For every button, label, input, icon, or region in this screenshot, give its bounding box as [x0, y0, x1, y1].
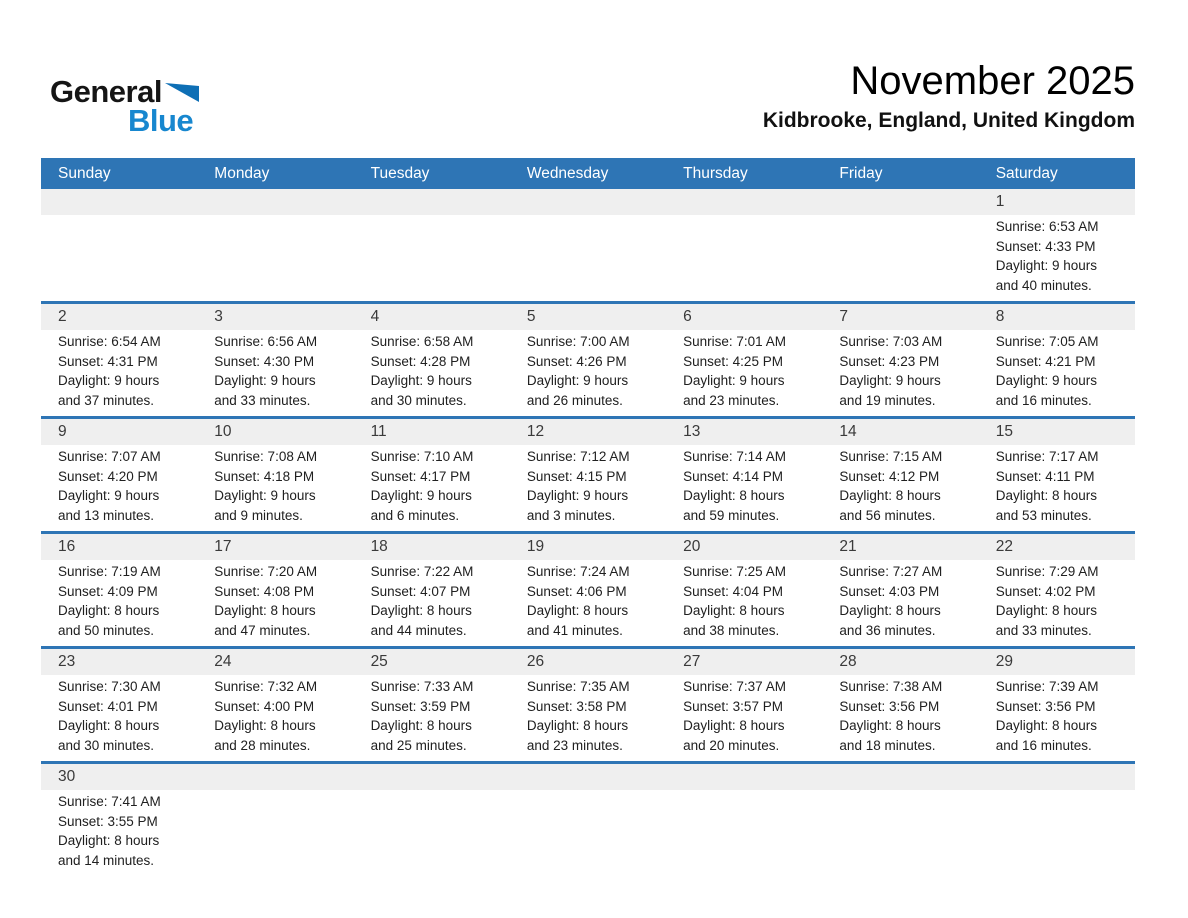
sunrise-text: Sunrise: 7:14 AM — [683, 449, 786, 464]
calendar-day-cell — [41, 790, 197, 876]
daylight-minutes-text: and 56 minutes. — [839, 507, 936, 523]
day-number: 12 — [526, 423, 545, 440]
day-number-band — [41, 304, 1135, 330]
calendar-day-cell — [197, 675, 353, 761]
calendar-day-cell-empty — [666, 215, 822, 223]
calendar-day-cell — [666, 445, 822, 531]
sunrise-text: Sunrise: 6:54 AM — [58, 334, 161, 349]
calendar-day-cell-empty — [666, 790, 822, 798]
day-number: 9 — [58, 423, 67, 440]
sunrise-text: Sunrise: 7:08 AM — [214, 449, 318, 464]
week-row — [41, 189, 1135, 301]
daylight-hours-text: Daylight: 8 hours — [995, 603, 1098, 618]
daylight-minutes-text: and 38 minutes. — [683, 622, 780, 638]
sunrise-text: Sunrise: 7:38 AM — [839, 679, 943, 694]
day-number: 4 — [370, 308, 380, 325]
sunset-text: Sunset: 4:31 PM — [58, 353, 158, 369]
day-number: 28 — [839, 653, 857, 670]
sunrise-text: Sunrise: 6:58 AM — [370, 334, 474, 349]
calendar-day-cell — [666, 560, 822, 646]
weekday-label-saturday: Saturday — [995, 164, 1058, 182]
day-details-band — [41, 560, 1135, 646]
daylight-hours-text: Daylight: 8 hours — [526, 603, 629, 618]
daylight-hours-text: Daylight: 8 hours — [370, 718, 472, 733]
daylight-minutes-text: and 36 minutes. — [839, 622, 936, 638]
sunset-text: Sunset: 4:03 PM — [839, 583, 940, 599]
day-number-band — [41, 649, 1135, 675]
day-number: 24 — [214, 653, 232, 670]
day-number: 3 — [214, 308, 223, 325]
day-number: 6 — [683, 308, 692, 325]
logo-triangle-icon — [165, 82, 199, 102]
calendar-day-cell — [41, 560, 197, 646]
daylight-minutes-text: and 37 minutes. — [58, 392, 155, 408]
daylight-minutes-text: and 41 minutes. — [526, 622, 623, 638]
daylight-minutes-text: and 20 minutes. — [683, 737, 780, 753]
title-block — [763, 58, 1135, 136]
day-number-band — [41, 419, 1135, 445]
sunrise-text: Sunrise: 7:39 AM — [995, 679, 1099, 694]
daylight-minutes-text: and 6 minutes. — [370, 507, 460, 523]
daylight-minutes-text: and 14 minutes. — [58, 852, 155, 868]
calendar-day-cell — [822, 560, 978, 646]
sunrise-text: Sunrise: 7:30 AM — [58, 679, 161, 694]
daylight-minutes-text: and 30 minutes. — [58, 737, 155, 753]
day-number: 13 — [683, 423, 701, 440]
daylight-minutes-text: and 59 minutes. — [683, 507, 780, 523]
calendar-day-cell-empty — [41, 215, 197, 223]
day-number: 1 — [995, 193, 1005, 210]
day-details-band — [41, 445, 1135, 531]
daylight-minutes-text: and 53 minutes. — [995, 507, 1092, 523]
calendar-day-cell-empty — [354, 215, 510, 223]
calendar-day-cell — [41, 675, 197, 761]
calendar-day-cell-empty — [510, 790, 666, 798]
calendar-day-cell — [979, 675, 1135, 761]
daylight-hours-text: Daylight: 8 hours — [58, 833, 160, 848]
sunset-text: Sunset: 4:18 PM — [214, 468, 315, 484]
sunrise-text: Sunrise: 7:29 AM — [995, 564, 1099, 579]
daylight-minutes-text: and 23 minutes. — [683, 392, 780, 408]
sunset-text: Sunset: 4:04 PM — [683, 583, 783, 599]
daylight-minutes-text: and 23 minutes. — [526, 737, 623, 753]
daylight-hours-text: Daylight: 9 hours — [370, 373, 472, 388]
sunset-text: Sunset: 3:56 PM — [839, 698, 940, 714]
week-row — [41, 531, 1135, 646]
daylight-minutes-text: and 47 minutes. — [214, 622, 311, 638]
day-details-band — [41, 330, 1135, 416]
sunset-text: Sunset: 4:06 PM — [526, 583, 627, 599]
sunset-text: Sunset: 3:56 PM — [995, 698, 1096, 714]
daylight-minutes-text: and 19 minutes. — [839, 392, 936, 408]
sunset-text: Sunset: 4:26 PM — [526, 353, 627, 369]
daylight-minutes-text: and 33 minutes. — [995, 622, 1092, 638]
sunrise-text: Sunrise: 7:32 AM — [214, 679, 318, 694]
calendar-body — [41, 189, 1135, 876]
day-number: 14 — [839, 423, 857, 440]
calendar-day-cell — [666, 675, 822, 761]
day-number: 19 — [526, 538, 545, 555]
daylight-minutes-text: and 3 minutes. — [526, 507, 616, 523]
daylight-hours-text: Daylight: 9 hours — [995, 258, 1098, 273]
daylight-hours-text: Daylight: 8 hours — [995, 488, 1098, 503]
week-row — [41, 416, 1135, 531]
calendar-day-cell-empty — [822, 790, 978, 798]
sunrise-text: Sunrise: 7:00 AM — [526, 334, 630, 349]
sunrise-text: Sunrise: 7:24 AM — [526, 564, 630, 579]
page-header — [41, 0, 1135, 158]
weekday-label-friday: Friday — [839, 164, 883, 182]
daylight-hours-text: Daylight: 8 hours — [839, 603, 941, 618]
sunset-text: Sunset: 4:23 PM — [839, 353, 940, 369]
day-number: 17 — [214, 538, 232, 555]
daylight-hours-text: Daylight: 9 hours — [214, 373, 316, 388]
day-number: 23 — [58, 653, 76, 670]
weekday-header-row — [41, 158, 1135, 189]
day-number: 21 — [839, 538, 857, 555]
sunrise-text: Sunrise: 7:05 AM — [995, 334, 1099, 349]
day-number: 15 — [995, 423, 1013, 440]
general-blue-logo — [50, 74, 199, 138]
sunrise-text: Sunrise: 7:03 AM — [839, 334, 943, 349]
calendar-day-cell — [979, 560, 1135, 646]
daylight-hours-text: Daylight: 9 hours — [58, 488, 160, 503]
sunset-text: Sunset: 4:07 PM — [370, 583, 471, 599]
sunrise-text: Sunrise: 7:25 AM — [683, 564, 786, 579]
sunset-text: Sunset: 3:59 PM — [370, 698, 471, 714]
weekday-label-tuesday: Tuesday — [370, 164, 430, 182]
day-number-band — [41, 764, 1135, 790]
calendar-day-cell — [979, 330, 1135, 416]
daylight-hours-text: Daylight: 8 hours — [995, 718, 1098, 733]
month-title: November 2025 — [850, 59, 1135, 103]
calendar-day-cell — [197, 560, 353, 646]
calendar-day-cell — [510, 445, 666, 531]
calendar-day-cell-empty — [197, 790, 353, 798]
sunset-text: Sunset: 3:55 PM — [58, 813, 158, 829]
calendar-day-cell-empty — [822, 215, 978, 223]
day-number: 27 — [683, 653, 701, 670]
daylight-hours-text: Daylight: 8 hours — [683, 488, 785, 503]
sunrise-text: Sunrise: 7:35 AM — [526, 679, 630, 694]
daylight-hours-text: Daylight: 8 hours — [683, 718, 785, 733]
calendar-day-cell — [354, 330, 510, 416]
sunrise-text: Sunrise: 7:07 AM — [58, 449, 161, 464]
day-number: 5 — [526, 308, 536, 325]
logo-text-blue: Blue — [128, 103, 194, 138]
day-number: 11 — [370, 423, 387, 440]
daylight-hours-text: Daylight: 9 hours — [995, 373, 1098, 388]
daylight-hours-text: Daylight: 8 hours — [214, 718, 316, 733]
daylight-minutes-text: and 30 minutes. — [370, 392, 467, 408]
sunrise-text: Sunrise: 7:01 AM — [683, 334, 786, 349]
sunrise-text: Sunrise: 7:19 AM — [58, 564, 161, 579]
calendar-day-cell — [510, 560, 666, 646]
day-number: 10 — [214, 423, 232, 440]
daylight-minutes-text: and 33 minutes. — [214, 392, 311, 408]
sunrise-text: Sunrise: 7:15 AM — [839, 449, 943, 464]
day-number: 22 — [995, 538, 1013, 555]
sunrise-text: Sunrise: 6:53 AM — [995, 219, 1099, 234]
day-number: 7 — [839, 308, 849, 325]
day-number-band — [41, 189, 1135, 215]
calendar-day-cell — [822, 445, 978, 531]
week-row — [41, 301, 1135, 416]
sunset-text: Sunset: 4:01 PM — [58, 698, 158, 714]
daylight-hours-text: Daylight: 9 hours — [526, 488, 629, 503]
calendar-table — [41, 158, 1135, 876]
daylight-minutes-text: and 26 minutes. — [526, 392, 623, 408]
calendar-day-cell — [979, 445, 1135, 531]
daylight-minutes-text: and 44 minutes. — [370, 622, 467, 638]
daylight-hours-text: Daylight: 8 hours — [370, 603, 472, 618]
daylight-hours-text: Daylight: 8 hours — [839, 488, 941, 503]
week-row — [41, 646, 1135, 761]
sunrise-text: Sunrise: 7:22 AM — [370, 564, 474, 579]
sunset-text: Sunset: 4:09 PM — [58, 583, 158, 599]
week-row — [41, 761, 1135, 876]
calendar-day-cell — [354, 445, 510, 531]
daylight-hours-text: Daylight: 8 hours — [214, 603, 316, 618]
daylight-minutes-text: and 18 minutes. — [839, 737, 936, 753]
day-number: 26 — [526, 653, 545, 670]
weekday-label-sunday: Sunday — [58, 164, 111, 182]
calendar-day-cell — [510, 330, 666, 416]
weekday-label-wednesday: Wednesday — [526, 164, 609, 182]
daylight-hours-text: Daylight: 9 hours — [214, 488, 316, 503]
daylight-hours-text: Daylight: 8 hours — [839, 718, 941, 733]
calendar-day-cell-empty — [354, 790, 510, 798]
day-details-band — [41, 790, 1135, 876]
calendar-day-cell — [41, 330, 197, 416]
logo-text-general: General — [50, 74, 162, 109]
daylight-minutes-text: and 40 minutes. — [995, 277, 1092, 293]
daylight-hours-text: Daylight: 9 hours — [526, 373, 629, 388]
daylight-minutes-text: and 13 minutes. — [58, 507, 155, 523]
sunrise-text: Sunrise: 6:56 AM — [214, 334, 318, 349]
calendar-day-cell — [510, 675, 666, 761]
sunset-text: Sunset: 4:00 PM — [214, 698, 315, 714]
calendar-day-cell — [354, 560, 510, 646]
sunset-text: Sunset: 4:02 PM — [995, 583, 1096, 599]
sunset-text: Sunset: 4:12 PM — [839, 468, 940, 484]
sunrise-text: Sunrise: 7:41 AM — [58, 794, 161, 809]
sunrise-text: Sunrise: 7:27 AM — [839, 564, 943, 579]
sunset-text: Sunset: 4:15 PM — [526, 468, 627, 484]
daylight-minutes-text: and 16 minutes. — [995, 737, 1092, 753]
calendar-day-cell-empty — [979, 790, 1135, 798]
daylight-hours-text: Daylight: 8 hours — [58, 603, 160, 618]
daylight-hours-text: Daylight: 9 hours — [839, 373, 941, 388]
calendar-day-cell — [979, 215, 1135, 301]
calendar-day-cell — [354, 675, 510, 761]
weekday-label-monday: Monday — [214, 164, 270, 182]
location-subtitle: Kidbrooke, England, United Kingdom — [762, 109, 1135, 132]
daylight-hours-text: Daylight: 9 hours — [58, 373, 160, 388]
day-number: 8 — [995, 308, 1005, 325]
sunrise-text: Sunrise: 7:10 AM — [370, 449, 474, 464]
weekday-label-thursday: Thursday — [683, 164, 748, 182]
day-number: 30 — [58, 768, 76, 785]
day-number: 25 — [370, 653, 388, 670]
day-details-band — [41, 215, 1135, 301]
sunset-text: Sunset: 3:58 PM — [526, 698, 627, 714]
daylight-minutes-text: and 25 minutes. — [370, 737, 467, 753]
sunrise-text: Sunrise: 7:17 AM — [995, 449, 1099, 464]
sunset-text: Sunset: 4:33 PM — [995, 238, 1096, 254]
sunrise-text: Sunrise: 7:37 AM — [683, 679, 786, 694]
sunrise-text: Sunrise: 7:33 AM — [370, 679, 474, 694]
sunset-text: Sunset: 4:25 PM — [683, 353, 783, 369]
sunrise-text: Sunrise: 7:20 AM — [214, 564, 318, 579]
calendar-day-cell — [197, 330, 353, 416]
daylight-minutes-text: and 28 minutes. — [214, 737, 311, 753]
day-number: 2 — [58, 308, 67, 325]
day-number: 18 — [370, 538, 388, 555]
sunrise-text: Sunrise: 7:12 AM — [526, 449, 630, 464]
sunset-text: Sunset: 4:30 PM — [214, 353, 315, 369]
sunset-text: Sunset: 4:11 PM — [995, 468, 1095, 484]
daylight-hours-text: Daylight: 9 hours — [683, 373, 785, 388]
sunset-text: Sunset: 4:28 PM — [370, 353, 471, 369]
sunset-text: Sunset: 4:17 PM — [370, 468, 471, 484]
calendar-day-cell — [41, 445, 197, 531]
calendar-day-cell — [822, 330, 978, 416]
day-number-band — [41, 534, 1135, 560]
sunset-text: Sunset: 3:57 PM — [683, 698, 783, 714]
sunset-text: Sunset: 4:14 PM — [683, 468, 783, 484]
day-number: 29 — [995, 653, 1013, 670]
day-details-band — [41, 675, 1135, 761]
daylight-minutes-text: and 16 minutes. — [995, 392, 1092, 408]
daylight-hours-text: Daylight: 8 hours — [683, 603, 785, 618]
sunset-text: Sunset: 4:21 PM — [995, 353, 1096, 369]
day-number: 20 — [683, 538, 701, 555]
calendar-day-cell-empty — [197, 215, 353, 223]
calendar-day-cell — [666, 330, 822, 416]
daylight-minutes-text: and 50 minutes. — [58, 622, 155, 638]
calendar-day-cell — [822, 675, 978, 761]
sunset-text: Sunset: 4:20 PM — [58, 468, 158, 484]
daylight-hours-text: Daylight: 8 hours — [58, 718, 160, 733]
daylight-hours-text: Daylight: 8 hours — [526, 718, 629, 733]
daylight-minutes-text: and 9 minutes. — [214, 507, 303, 523]
calendar-day-cell-empty — [510, 215, 666, 223]
calendar-day-cell — [197, 445, 353, 531]
daylight-hours-text: Daylight: 9 hours — [370, 488, 472, 503]
day-number: 16 — [58, 538, 76, 555]
sunset-text: Sunset: 4:08 PM — [214, 583, 315, 599]
